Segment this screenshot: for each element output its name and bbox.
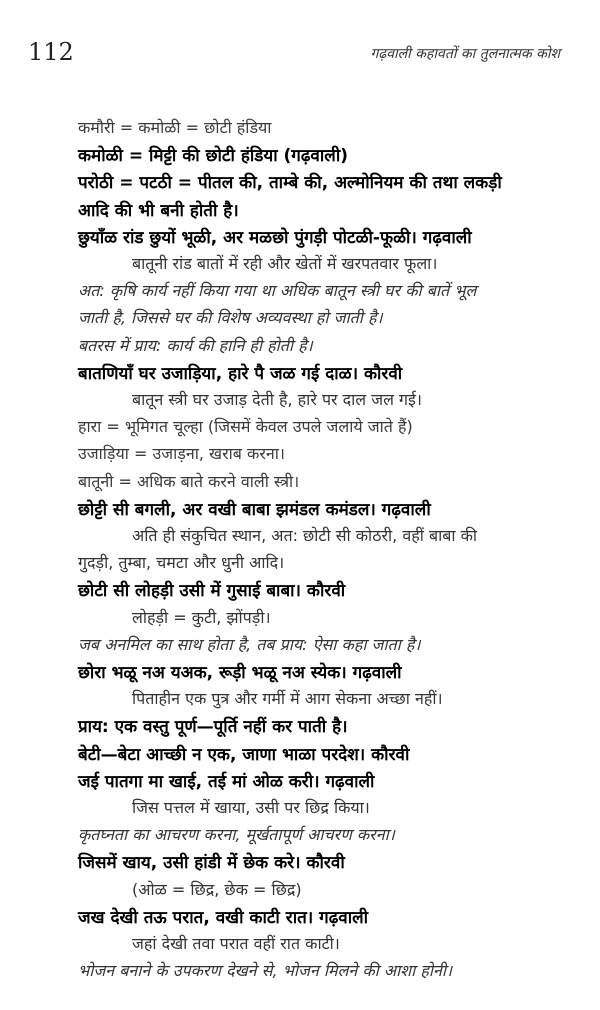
text-line: जाती है, जिससे घर की विशेष अव्यवस्था हो जाती है। — [78, 308, 383, 328]
text-line: बातणियाँ घर उजाड़िया, हारे पै जळ गई दाळ। कौरवी — [78, 363, 403, 384]
text-line: बातून स्त्री घर उजाड़ देती है, हारे पर दाल जल गई। — [132, 390, 422, 409]
text-line: जिस पत्तल में खाया, उसी पर छिद्र किया। — [132, 798, 370, 817]
text-line: कमोळी = मिट्टी की छोटी हंडिया (गढ़वाली) — [78, 146, 348, 167]
text-line: पिताहीन एक पुत्र और गर्मी में आग सेकना अच्छा नहीं। — [132, 689, 443, 709]
text-line: बातूनी = अधिक बाते करने वाली स्त्री। — [78, 471, 300, 491]
text-line: हारा = भूमिगत चूल्हा (जिसमें केवल उपले जलाये जाते हैं) — [78, 417, 413, 437]
text-line: परोठी = पटठी = पीतल की, ताम्बे की, अल्मोनियम की तथा लकड़ी — [78, 173, 502, 194]
text-line: आदि की भी बनी होती है। — [78, 200, 239, 221]
text-line: गुदड़ी, तुम्बा, चमटा और धुनी आदि। — [78, 553, 285, 573]
text-line: बातूनी रांड बातों में रही और खेतों में खरपतवार फूला। — [132, 254, 438, 273]
running-title: गढ़वाली कहावतों का तुलनात्मक कोश — [370, 46, 560, 62]
text-line: जिसमें खाय, उसी हांडी में छेक करे। कौरवी — [78, 853, 345, 874]
text-line: कृतघ्नता का आचरण करना, मूर्खतापूर्ण आचरण करना। — [78, 825, 395, 845]
text-line: जख देखी तऊ परात, वखी काटी रात। गढ़वाली — [78, 907, 369, 928]
text-line: भोजन बनाने के उपकरण देखने से, भोजन मिलने की आशा होनी। — [78, 961, 453, 981]
text-line: अति ही संकुचित स्थान, अत: छोटी सी कोठरी, वहीं बाबा की — [132, 526, 478, 545]
text-line: जब अनमिल का साथ होता है, तब प्राय: ऐसा कहा जाता है। — [78, 634, 421, 654]
text-line: जई पातगा मा खाई, तई मां ओळ करी। गढ़वाली — [78, 771, 375, 792]
text-line: प्राय: एक वस्तु पूर्ण—पूर्ति नहीं कर पाती है। — [78, 717, 348, 738]
text-line: छोट्टी सी बगली, अर वखी बाबा झमंडल कमंडल। गढ़वाली — [78, 499, 431, 520]
text-line: छोरा भळू नअ यअक, रूड़ी भळू नअ स्येक। गढ़वाली — [78, 663, 402, 683]
text-line: अत: कृषि कार्य नहीं किया गया था अधिक बातून स्त्री घर की बातें भूल — [78, 281, 477, 301]
text-line: छोटी सी लोहड़ी उसी में गुसाई बाबा। कौरवी — [78, 581, 346, 602]
text-line: उजाड़िया = उजाड़ना, खराब करना। — [78, 444, 285, 464]
text-line: लोहड़ी = कुटी, झोंपड़ी। — [132, 607, 271, 627]
text-line: जहां देखी तवा परात वहीं रात काटी। — [132, 934, 340, 953]
text-line: बेटी—बेटा आच्छी न एक, जाणा भाळा परदेश। कौरवी — [78, 744, 410, 765]
text-line: बतरस में प्राय: कार्य की हानि ही होती है। — [78, 335, 313, 355]
page-number: 112 — [28, 38, 74, 66]
page-header — [0, 38, 600, 68]
text-line: छुयाँळ रांड छुयों भूळी, अर मळछो पुंगड़ी पोटळी-फूळी। गढ़वाली — [78, 227, 472, 248]
text-line: (ओळ = छिद्र, छेक = छिद्र) — [132, 879, 302, 899]
text-line: कमौरी = कमोळी = छोटी हंडिया — [78, 118, 272, 137]
